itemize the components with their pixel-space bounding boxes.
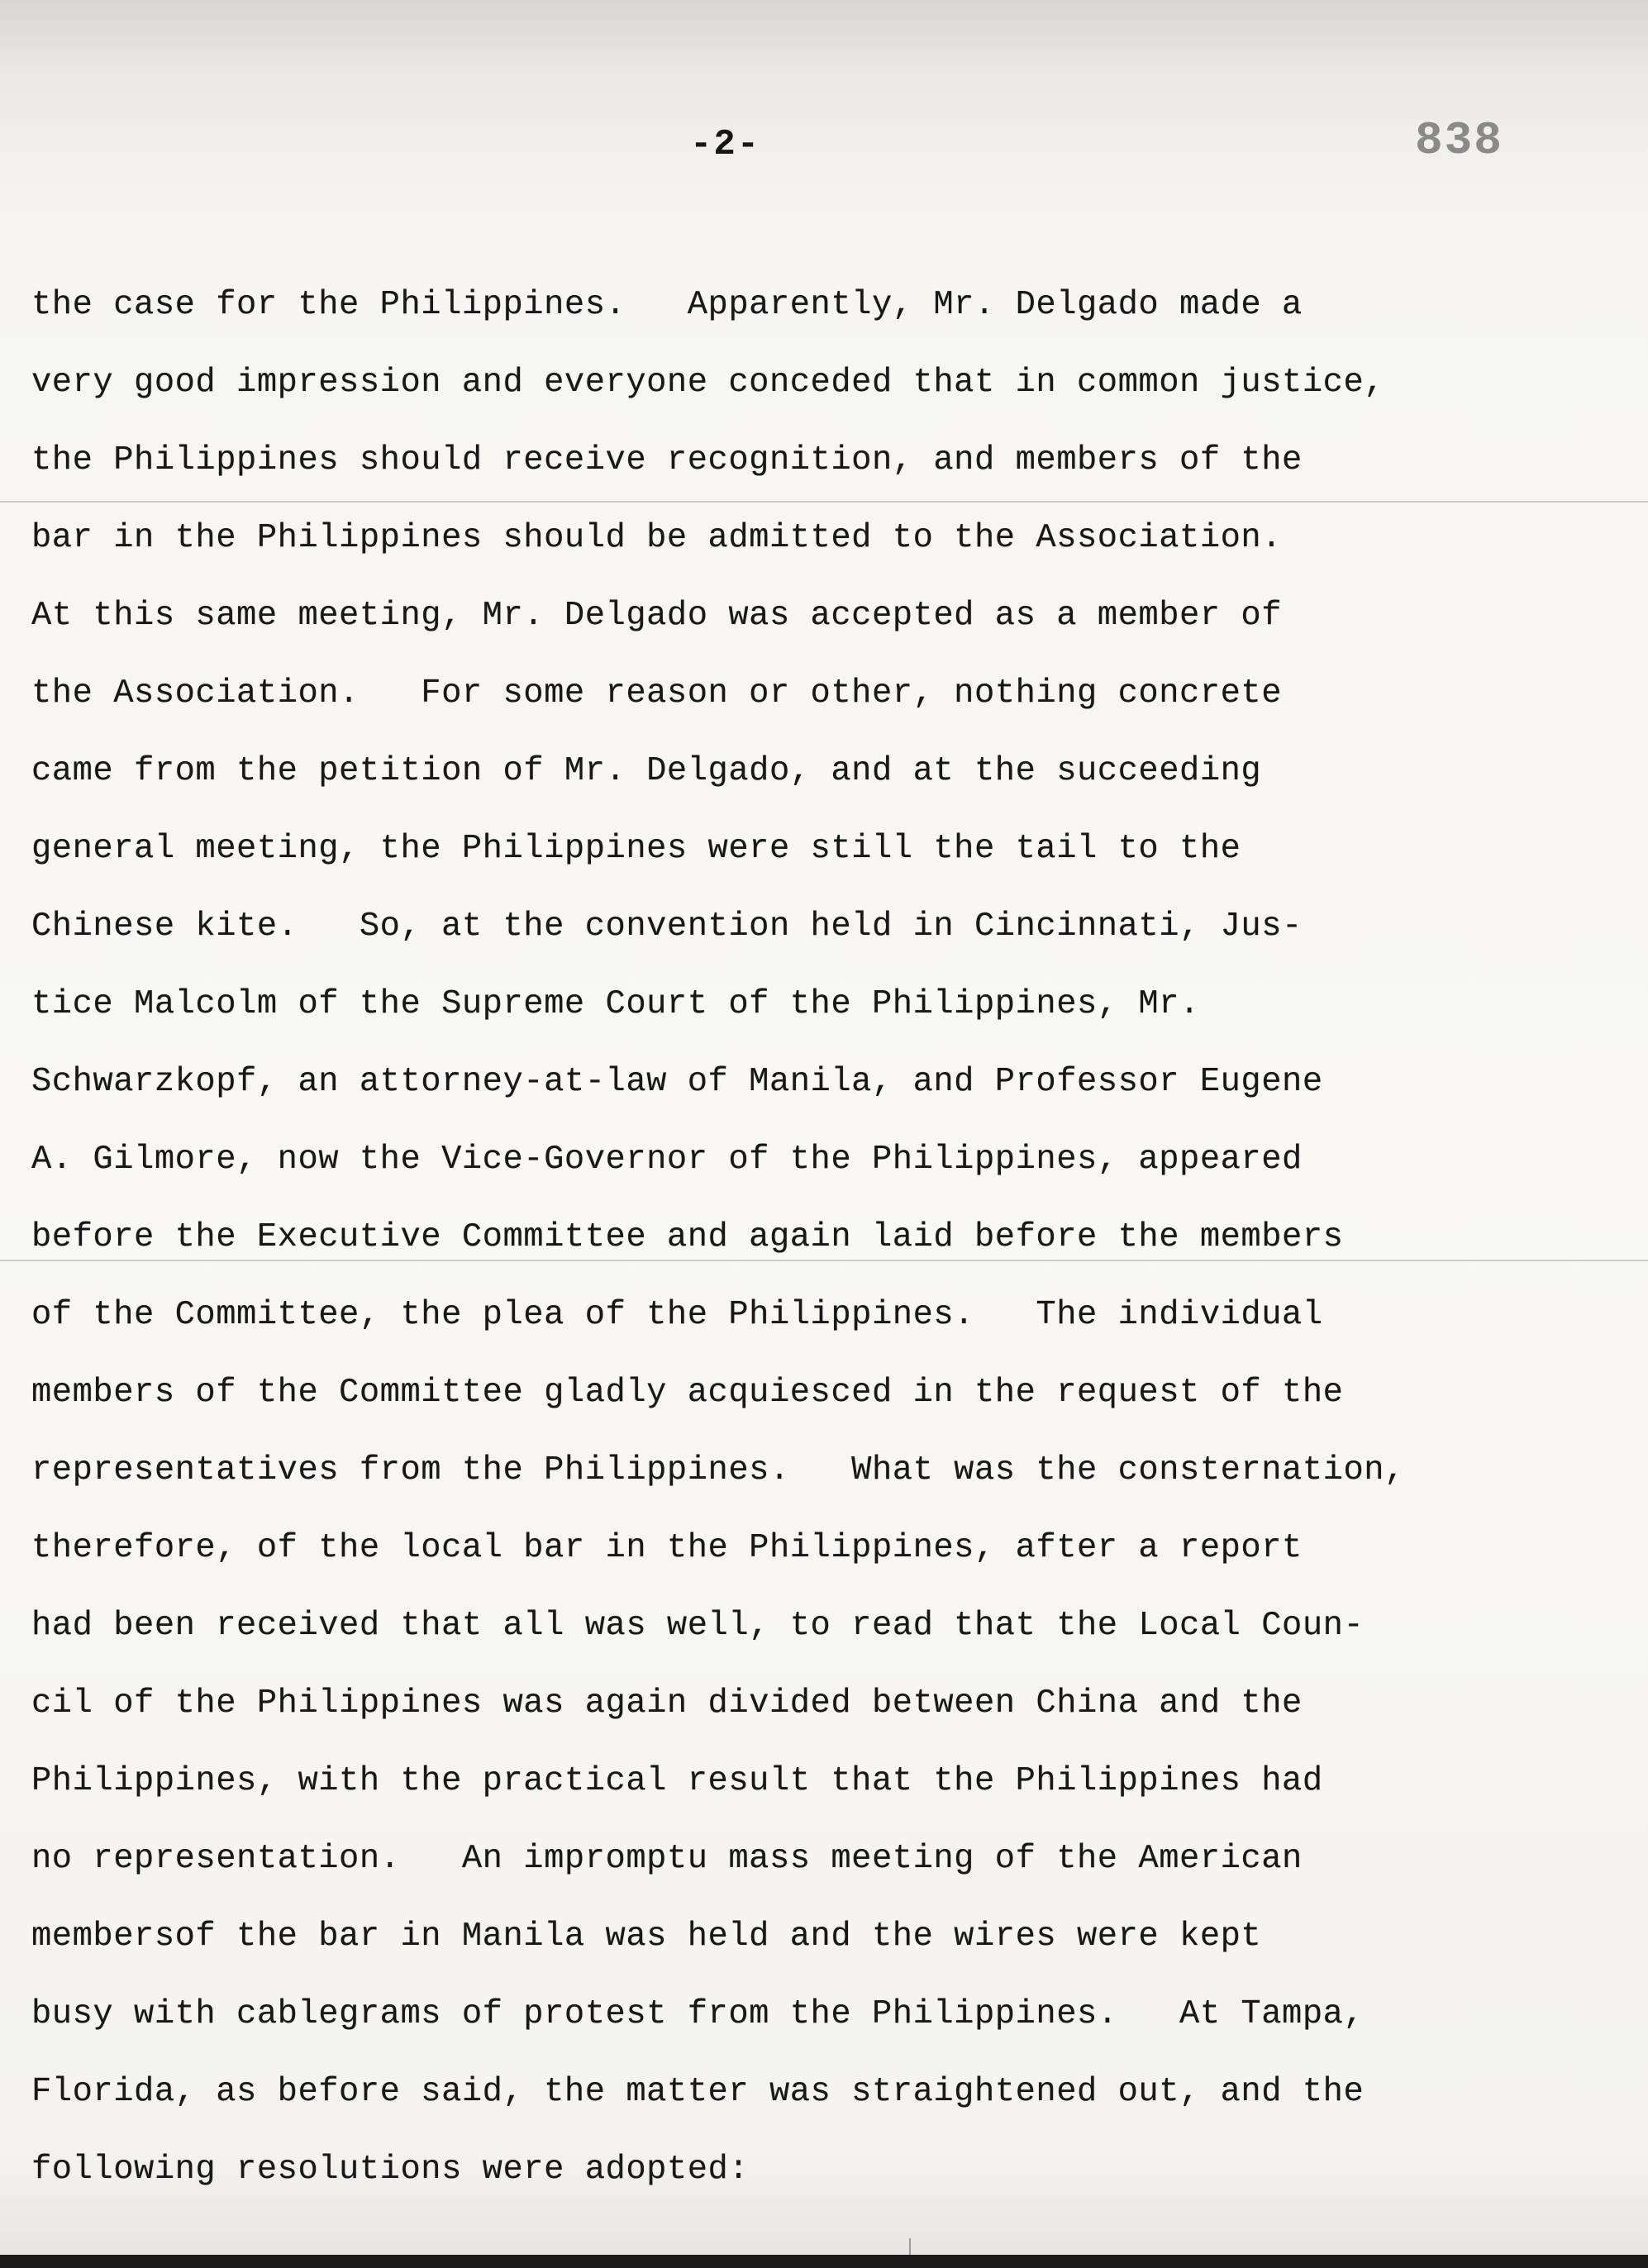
scan-marker [909, 2238, 911, 2255]
text-line: very good impression and everyone conceded that in common justice, [31, 364, 1385, 402]
text-line: members of the Committee gladly acquiesced in the request of the [31, 1374, 1344, 1412]
text-line: tice Malcolm of the Supreme Court of the Philippines, Mr. [31, 985, 1200, 1023]
archive-stamp-number: 838 [1415, 114, 1503, 167]
text-line: representatives from the Philippines. What was the consternation, [31, 1451, 1405, 1489]
text-line: Chinese kite. So, at the convention held in Cincinnati, Jus- [31, 908, 1303, 946]
text-line: following resolutions were adopted: [31, 2151, 750, 2189]
text-line: general meeting, the Philippines were still the tail to the [31, 830, 1241, 868]
text-line: membersof the bar in Manila was held and the wires were kept [31, 1918, 1262, 1956]
text-line: Schwarzkopf, an attorney-at-law of Manila, and Professor Eugene [31, 1063, 1323, 1101]
page-number: -2- [690, 124, 761, 165]
text-line: A. Gilmore, now the Vice-Governor of the Philippines, appeared [31, 1141, 1303, 1179]
text-line: the Philippines should receive recognition, and members of the [31, 441, 1303, 479]
text-line: therefore, of the local bar in the Philippines, after a report [31, 1529, 1303, 1567]
text-line: the case for the Philippines. Apparently, Mr. Delgado made a [31, 286, 1303, 324]
text-line: At this same meeting, Mr. Delgado was accepted as a member of [31, 597, 1283, 635]
text-line: came from the petition of Mr. Delgado, and at the succeeding [31, 752, 1262, 790]
text-line: Philippines, with the practical result that the Philippines had [31, 1762, 1323, 1800]
text-line: the Association. For some reason or other, nothing concrete [31, 674, 1283, 712]
typewritten-body [31, 266, 1618, 2208]
text-line: no representation. An impromptu mass meeting of the American [31, 1840, 1303, 1878]
text-line: had been received that all was well, to read that the Local Coun- [31, 1607, 1365, 1645]
text-line: before the Executive Committee and again laid before the members [31, 1218, 1344, 1256]
scan-footer-strip [0, 2255, 1648, 2268]
text-line: busy with cablegrams of protest from the Philippines. At Tampa, [31, 1995, 1365, 2033]
text-line: bar in the Philippines should be admitted to the Association. [31, 519, 1283, 557]
text-line: Florida, as before said, the matter was straightened out, and the [31, 2073, 1365, 2111]
text-line: cil of the Philippines was again divided between China and the [31, 1684, 1303, 1722]
text-line: of the Committee, the plea of the Philippines. The individual [31, 1296, 1323, 1334]
